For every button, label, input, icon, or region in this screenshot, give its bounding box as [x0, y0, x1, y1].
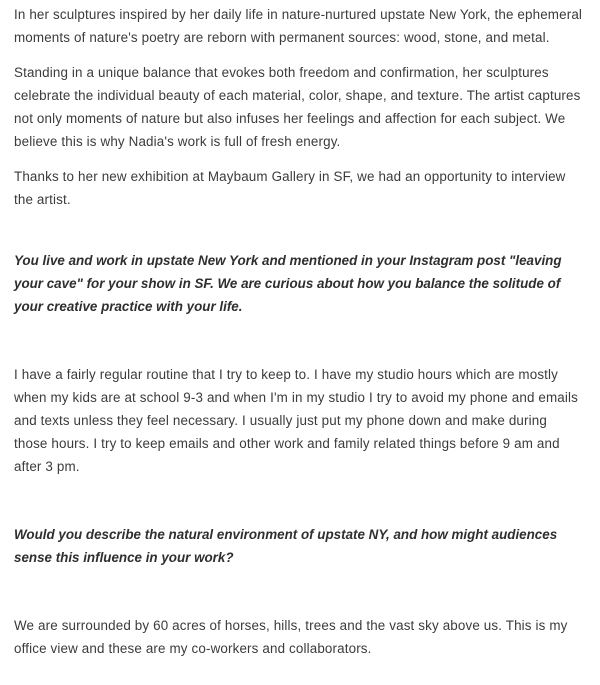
interview-answer-2: We are surrounded by 60 acres of horses, hills, trees and the vast sky above us. This is my office view and these are my co-workers and collaborators. — [14, 618, 568, 656]
interview-question-2: Would you describe the natural environment of upstate NY, and how might audiences sense this influence in your work? — [14, 527, 558, 565]
intro-paragraph-3: Thanks to her new exhibition at Maybaum Gallery in SF, we had an opportunity to interview the artist. — [14, 169, 566, 207]
intro-paragraph-2: Standing in a unique balance that evokes both freedom and confirmation, her sculptures celebrate the individual beauty of each material, color, shape, and texture. The artist captures not only moments of nature but also infuses her feelings and affection for each subject. We believe this is why Nadia's work is full of fresh energy. — [14, 65, 581, 149]
interview-question-1: You live and work in upstate New York and mentioned in your Instagram post "leaving your cave" for your show in SF. We are curious about how you balance the solitude of your creative practice with your life. — [14, 253, 562, 314]
interview-answer-1: I have a fairly regular routine that I try to keep to. I have my studio hours which are mostly when my kids are at school 9-3 and when I'm in my studio I try to avoid my phone and emails and texts unless they feel necessary. I usually just put my phone down and make during those hours. I try to keep emails and other work and family related things before 9 am and after 3 pm. — [14, 367, 578, 474]
intro-paragraph-1: In her sculptures inspired by her daily life in nature-nurtured upstate New York, the ephemeral moments of nature's poetry are reborn with permanent sources: wood, stone, and metal. — [14, 7, 583, 45]
